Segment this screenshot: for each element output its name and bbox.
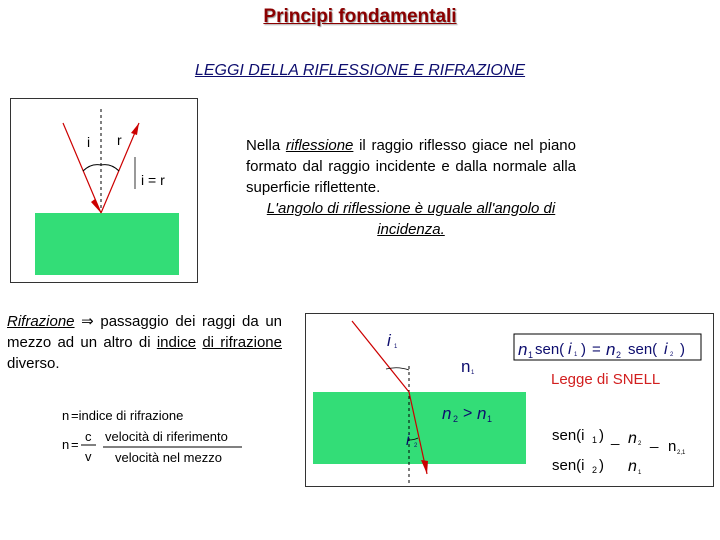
formula-n-2: n [62, 437, 70, 452]
incident-ray [63, 123, 101, 213]
refraction-link-indice: indice [156, 334, 197, 351]
law-n2: n [606, 340, 616, 359]
page-title: Principi fondamentali [263, 6, 457, 27]
reflective-surface [35, 213, 179, 275]
refraction-link-rifrazione: di rifrazione [202, 334, 282, 351]
reflection-law: L'angolo di riflessione è uguale all'angolo di incidenza. [266, 200, 556, 238]
refraction-description [7, 311, 282, 374]
law-i1: i [568, 341, 572, 358]
index-formula [60, 405, 260, 470]
law-i2-sub: 2 [670, 352, 674, 358]
ratio-sen-i1-close: ) [599, 427, 604, 444]
incident-ray [352, 321, 409, 392]
ratio-minus-1: _ [611, 429, 620, 446]
ratio-sen-i2-sub: 2 [592, 465, 598, 475]
ratio-n1: n [628, 458, 637, 475]
law-close1: ) [581, 341, 586, 358]
reflection-term: riflessione [285, 137, 354, 154]
label-i: i [87, 134, 91, 150]
reflection-text-part2: il raggio riflesso giace nel piano formato dal raggio incidente e dalla normale alla superficie riflettente. [246, 137, 576, 196]
law-i2: i [664, 341, 668, 358]
law-sen1: sen( [535, 341, 565, 358]
refraction-text-part2: diverso. [7, 355, 60, 372]
law-n1-sub: 1 [528, 350, 534, 360]
label-n1-sub: 1 [471, 370, 475, 376]
ratio-n21-sub: 2,1 [677, 450, 686, 456]
ratio-sen-i1-sub: 1 [592, 435, 598, 445]
denser-medium [313, 392, 526, 464]
inequality-n2: n [442, 404, 452, 423]
formula-n-1: n [62, 408, 70, 423]
formula-v: v [85, 449, 92, 464]
inequality-gt: > [463, 405, 473, 422]
ratio-n1-sub: 1 [638, 470, 642, 476]
label-r: r [117, 132, 122, 148]
reflection-diagram [11, 99, 197, 282]
ratio-sen-i2-close: ) [599, 457, 604, 474]
reflected-arrowhead [131, 123, 139, 135]
inequality-n2-sub: 2 [453, 414, 459, 424]
reflection-figure [10, 98, 198, 283]
refracted-arrowhead [421, 460, 428, 474]
label-i1: i [387, 331, 391, 350]
snell-diagram [306, 314, 713, 486]
label-i2-sub: 2 [414, 443, 418, 449]
law-equals: = [592, 341, 601, 358]
snell-law-name: Legge di SNELL [551, 371, 661, 388]
ratio-n2-sub: 2 [638, 441, 642, 447]
inequality-n1-sub: 1 [487, 414, 493, 424]
label-i1-sub: 1 [394, 344, 398, 350]
ratio-sen-i2: sen(i [552, 457, 585, 474]
label-i-equals-r: i = r [141, 172, 165, 188]
ratio-sen-i1: sen(i [552, 427, 585, 444]
snell-figure [305, 313, 714, 487]
refraction-term: Rifrazione [7, 313, 75, 330]
ratio-minus-2: _ [650, 432, 659, 449]
formula-ref-speed: velocità di riferimento [105, 429, 228, 444]
law-sen2: sen( [628, 341, 658, 358]
angle-arc-i1 [386, 368, 409, 370]
ratio-n2: n [628, 430, 637, 447]
label-i2: i [406, 432, 410, 449]
label-n1: n [461, 357, 471, 376]
formula-medium-speed: velocità nel mezzo [115, 450, 222, 465]
formula-definition: =indice di rifrazione [71, 408, 184, 423]
reflection-description [246, 135, 576, 240]
implies-arrow: ⇒ [81, 313, 94, 330]
law-n2-sub: 2 [616, 350, 622, 360]
ratio-n21: n [668, 438, 677, 455]
reflection-text-part1: Nella [246, 137, 286, 154]
index-formula-svg [60, 405, 260, 470]
inequality-n1: n [477, 404, 487, 423]
law-n1: n [518, 340, 528, 359]
refraction-text-part1: passaggio dei raggi da un mezzo ad un altro di [7, 313, 283, 351]
section-subtitle: LEGGI DELLA RIFLESSIONE E RIFRAZIONE [194, 62, 526, 79]
law-close2: ) [680, 341, 685, 358]
formula-c: c [85, 429, 92, 444]
formula-equals: = [71, 437, 79, 452]
angle-arc-r [101, 165, 119, 171]
law-i1-sub: 1 [574, 352, 578, 358]
angle-arc-i [83, 165, 101, 171]
